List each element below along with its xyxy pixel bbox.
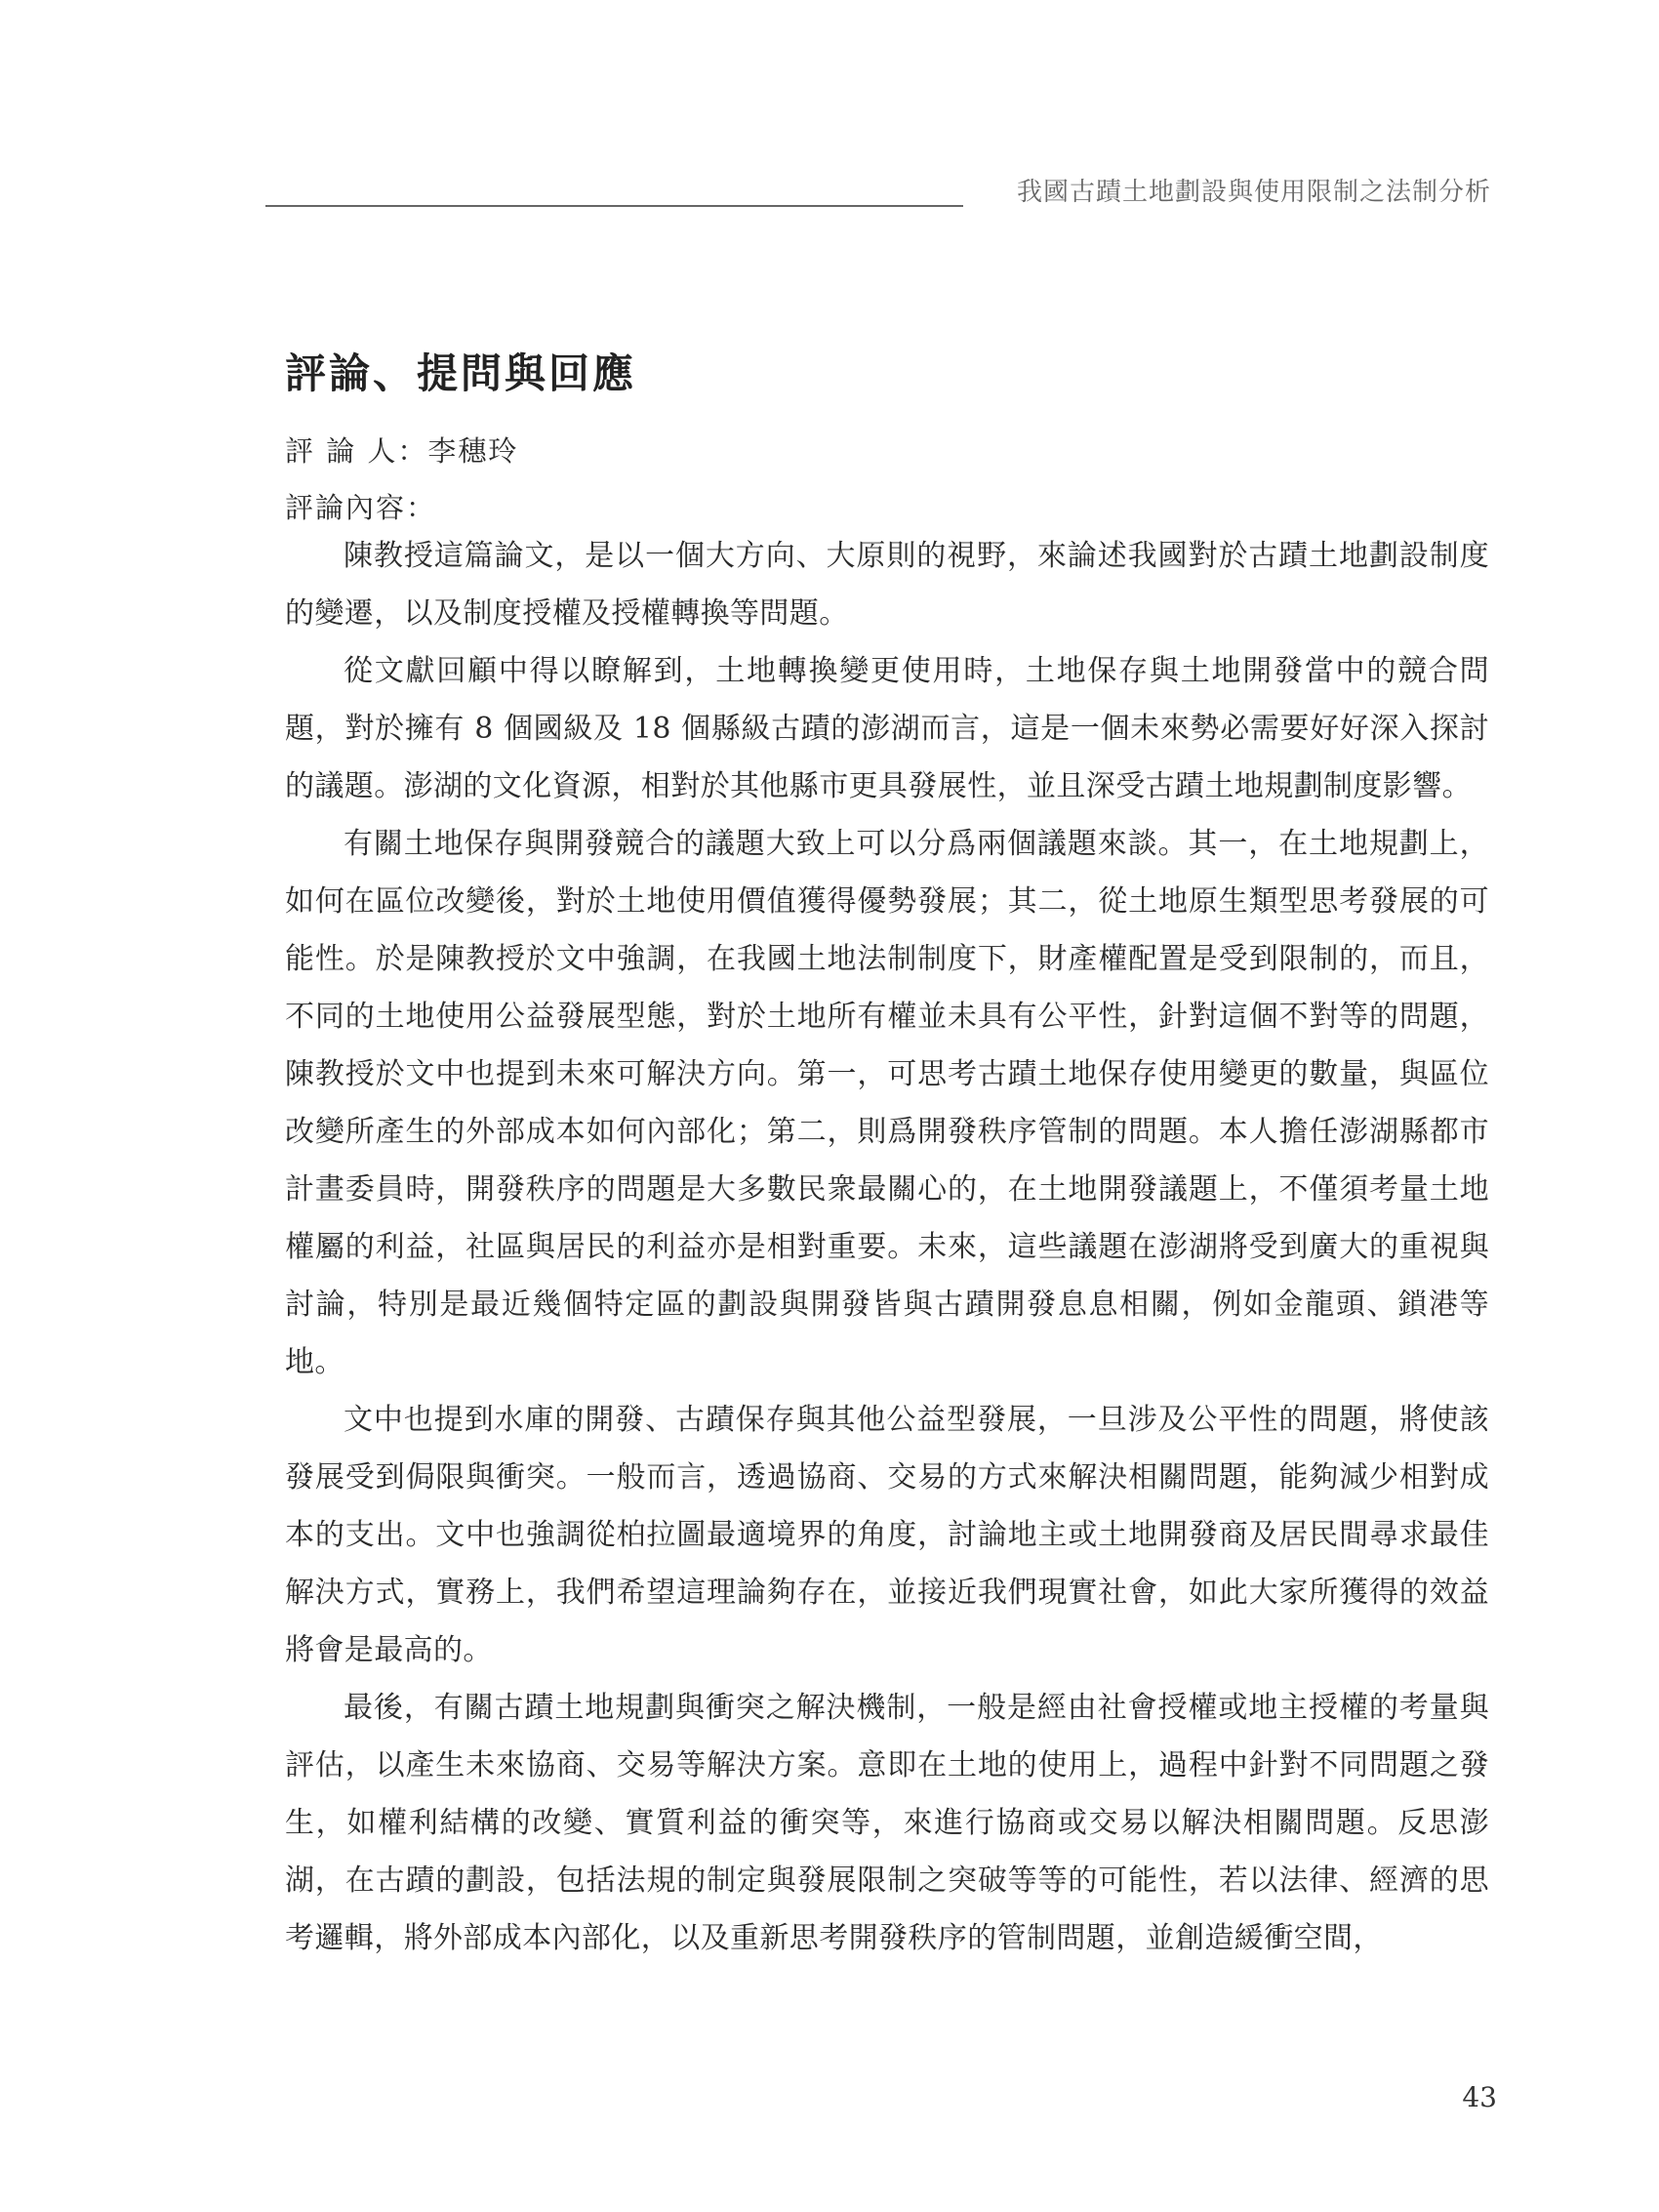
- paragraph-2: 從文獻回顧中得以瞭解到，土地轉換變更使用時，土地保存與土地開發當中的競合問題，對於擁有 8 個國級及 18 個縣級古蹟的澎湖而言，這是一個未來勢必需要好好深入探討的議題。澎湖的文化資源，相對於其他縣市更具發展性，並且深受古蹟土地規劃制度影響。: [285, 654, 1489, 803]
- reviewer-line: 評 論 人：李穗玲: [285, 434, 519, 468]
- body-text: [285, 527, 1489, 1967]
- paragraph-5: 最後，有關古蹟土地規劃與衝突之解決機制，一般是經由社會授權或地主授權的考量與評估，以產生未來協商、交易等解決方案。意即在土地的使用上，過程中針對不同問題之發生，如權利結構的改變、實質利益的衝突等，來進行協商或交易以解決相關問題。反思澎湖，在古蹟的劃設，包括法規的制定與發展限制之突破等等的可能性，若以法律、經濟的思考邏輯，將外部成本內部化，以及重新思考開發秩序的管制問題，並創造緩衝空間，: [285, 1691, 1489, 1955]
- header-rule: [265, 205, 963, 207]
- paragraph-3: 有關土地保存與開發競合的議題大致上可以分爲兩個議題來談。其一，在土地規劃上，如何在區位改變後，對於土地使用價值獲得優勢發展；其二，從土地原生類型思考發展的可能性。於是陳教授於文中強調，在我國土地法制制度下，財產權配置是受到限制的，而且，不同的土地使用公益發展型態，對於土地所有權並未具有公平性，針對這個不對等的問題，陳教授於文中也提到未來可解決方向。第一，可思考古蹟土地保存使用變更的數量，與區位改變所產生的外部成本如何內部化；第二，則爲開發秩序管制的問題。本人擔任澎湖縣都市計畫委員時，開發秩序的問題是大多數民衆最關心的，在土地開發議題上，不僅須考量土地權屬的利益，社區與居民的利益亦是相對重要。未來，這些議題在澎湖將受到廣大的重視與討論，特別是最近幾個特定區的劃設與開發皆與古蹟開發息息相關，例如金龍頭、鎖港等地。: [285, 827, 1489, 1379]
- page-number: 43: [1462, 2081, 1497, 2113]
- running-header-title: 我國古蹟土地劃設與使用限制之法制分析: [1016, 178, 1491, 207]
- paragraph-1: 陳教授這篇論文，是以一個大方向、大原則的視野，來論述我國對於古蹟土地劃設制度的變遷，以及制度授權及授權轉換等問題。: [285, 539, 1489, 631]
- paragraph-4: 文中也提到水庫的開發、古蹟保存與其他公益型發展，一旦涉及公平性的問題，將使該發展受到侷限與衝突。一般而言，透過協商、交易的方式來解決相關問題，能夠減少相對成本的支出。文中也強調從柏拉圖最適境界的角度，討論地主或土地開發商及居民間尋求最佳解決方式，實務上，我們希望這理論夠存在，並接近我們現實社會，如此大家所獲得的效益將會是最高的。: [285, 1403, 1489, 1667]
- content-label: 評論內容：: [285, 491, 437, 524]
- section-heading: 評論、提問與回應: [285, 349, 637, 397]
